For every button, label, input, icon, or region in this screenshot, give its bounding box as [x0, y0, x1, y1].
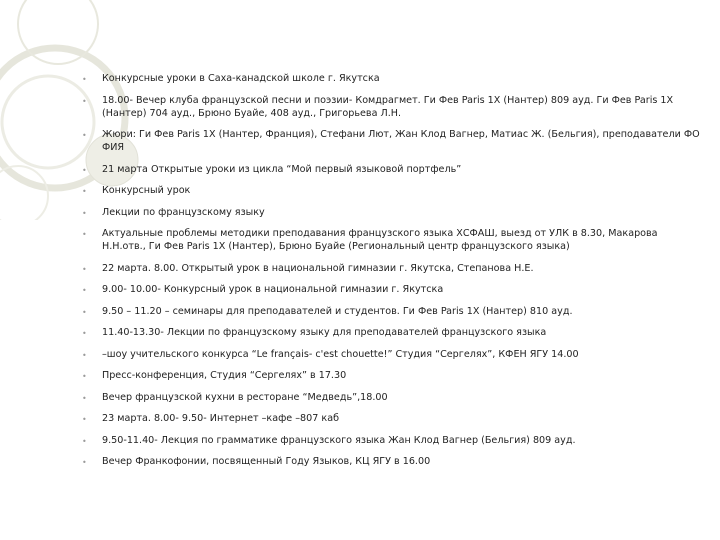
list-item-text: Вечер французской кухни в ресторане “Медведь”,18.00: [102, 391, 388, 403]
list-item-text: 22 марта. 8.00. Открытый урок в национальной гимназии г. Якутска, Степанова Н.Е.: [102, 262, 534, 274]
bullet-icon: •: [82, 307, 87, 317]
list-item-text: 23 марта. 8.00- 9.50- Интернет –кафе –807 каб: [102, 413, 339, 424]
bullet-icon: •: [82, 350, 87, 360]
bullet-icon: •: [82, 75, 87, 84]
list-item: [82, 434, 704, 447]
list-item: [82, 391, 704, 404]
list-item-text: Жюри: Ги Фев Paris 1X (Нантер, Франция), Стефани Лют, Жан Клод Вагнер, Матиас Ж. (Бельгия), преподаватели ФО ФИЯ: [102, 129, 700, 153]
bullet-icon: •: [82, 230, 87, 239]
list-item: [82, 455, 704, 468]
list-item: [82, 128, 704, 154]
bullet-icon: •: [82, 131, 87, 140]
bullet-icon: •: [82, 208, 87, 218]
list-item: [82, 326, 704, 339]
bullet-icon: •: [82, 286, 87, 295]
list-item-text: Конкурсные уроки в Саха-канадской школе г. Якутска: [102, 73, 380, 84]
list-item-text: Вечер Франкофонии, посвященный Году Языков, КЦ ЯГУ в 16.00: [102, 456, 431, 467]
list-item: [82, 283, 704, 296]
list-item-text: 21 марта Открытые уроки из цикла “Мой первый языковой портфель”: [102, 163, 462, 175]
bullet-icon: •: [82, 96, 87, 106]
list-item: [82, 163, 704, 176]
bullet-icon: •: [82, 165, 87, 175]
list-item-text: 11.40-13.30- Лекции по французскому языку для преподавателей французского языка: [102, 327, 547, 338]
list-item: [82, 72, 704, 85]
bullet-icon: •: [82, 436, 87, 446]
list-item-text: Лекции по французскому языку: [102, 206, 265, 218]
list-item: [82, 227, 704, 253]
list-item-text: 9.00- 10.00- Конкурсный урок в национальной гимназии г. Якутска: [102, 284, 444, 295]
bullet-icon: •: [82, 415, 87, 424]
list-item: [82, 94, 704, 120]
bullet-icon: •: [82, 329, 87, 338]
bullet-icon: •: [82, 393, 87, 403]
bullet-icon: •: [82, 187, 87, 196]
list-item-text: 9.50 – 11.20 – семинары для преподавателей и студентов. Ги Фев Paris 1X (Нантер) 810 ауд.: [102, 305, 573, 317]
bullet-list: [82, 72, 704, 477]
list-item: [82, 305, 704, 318]
list-item: [82, 206, 704, 219]
list-item: [82, 348, 704, 361]
bullet-icon: •: [82, 458, 87, 467]
list-item-text: 18.00- Вечер клуба французской песни и поэзии- Комдрагмет. Ги Фев Paris 1X (Нантер) 809 ауд. Ги Фев Paris 1X (Нантер) 704 ауд., Брюно Буайе, 408 ауд., Григорьева Л.Н.: [102, 94, 674, 119]
list-item-text: 9.50-11.40- Лекция по грамматике французского языка Жан Клод Вагнер (Бельгия) 809 ауд.: [102, 434, 576, 446]
list-item: [82, 262, 704, 275]
bullet-icon: •: [82, 264, 87, 274]
list-item-text: Пресс-конференция, Студия “Сергелях” в 17.30: [102, 370, 347, 381]
list-item: [82, 184, 704, 197]
list-item: [82, 369, 704, 382]
list-item-text: –шоу учительского конкурса “Le français- c'est chouette!” Студия “Сергелях”, КФЕН ЯГУ 14.00: [102, 348, 579, 360]
bullet-icon: •: [82, 372, 87, 381]
list-item-text: Конкурсный урок: [102, 185, 191, 196]
list-item: [82, 412, 704, 425]
list-item-text: Актуальные проблемы методики преподавания французского языка ХСФАШ, выезд от УЛК в 8.30, Макарова Н.Н.отв., Ги Фев Paris 1X (Нантер), Брюно Буайе (Региональный центр французского языка): [102, 228, 658, 252]
